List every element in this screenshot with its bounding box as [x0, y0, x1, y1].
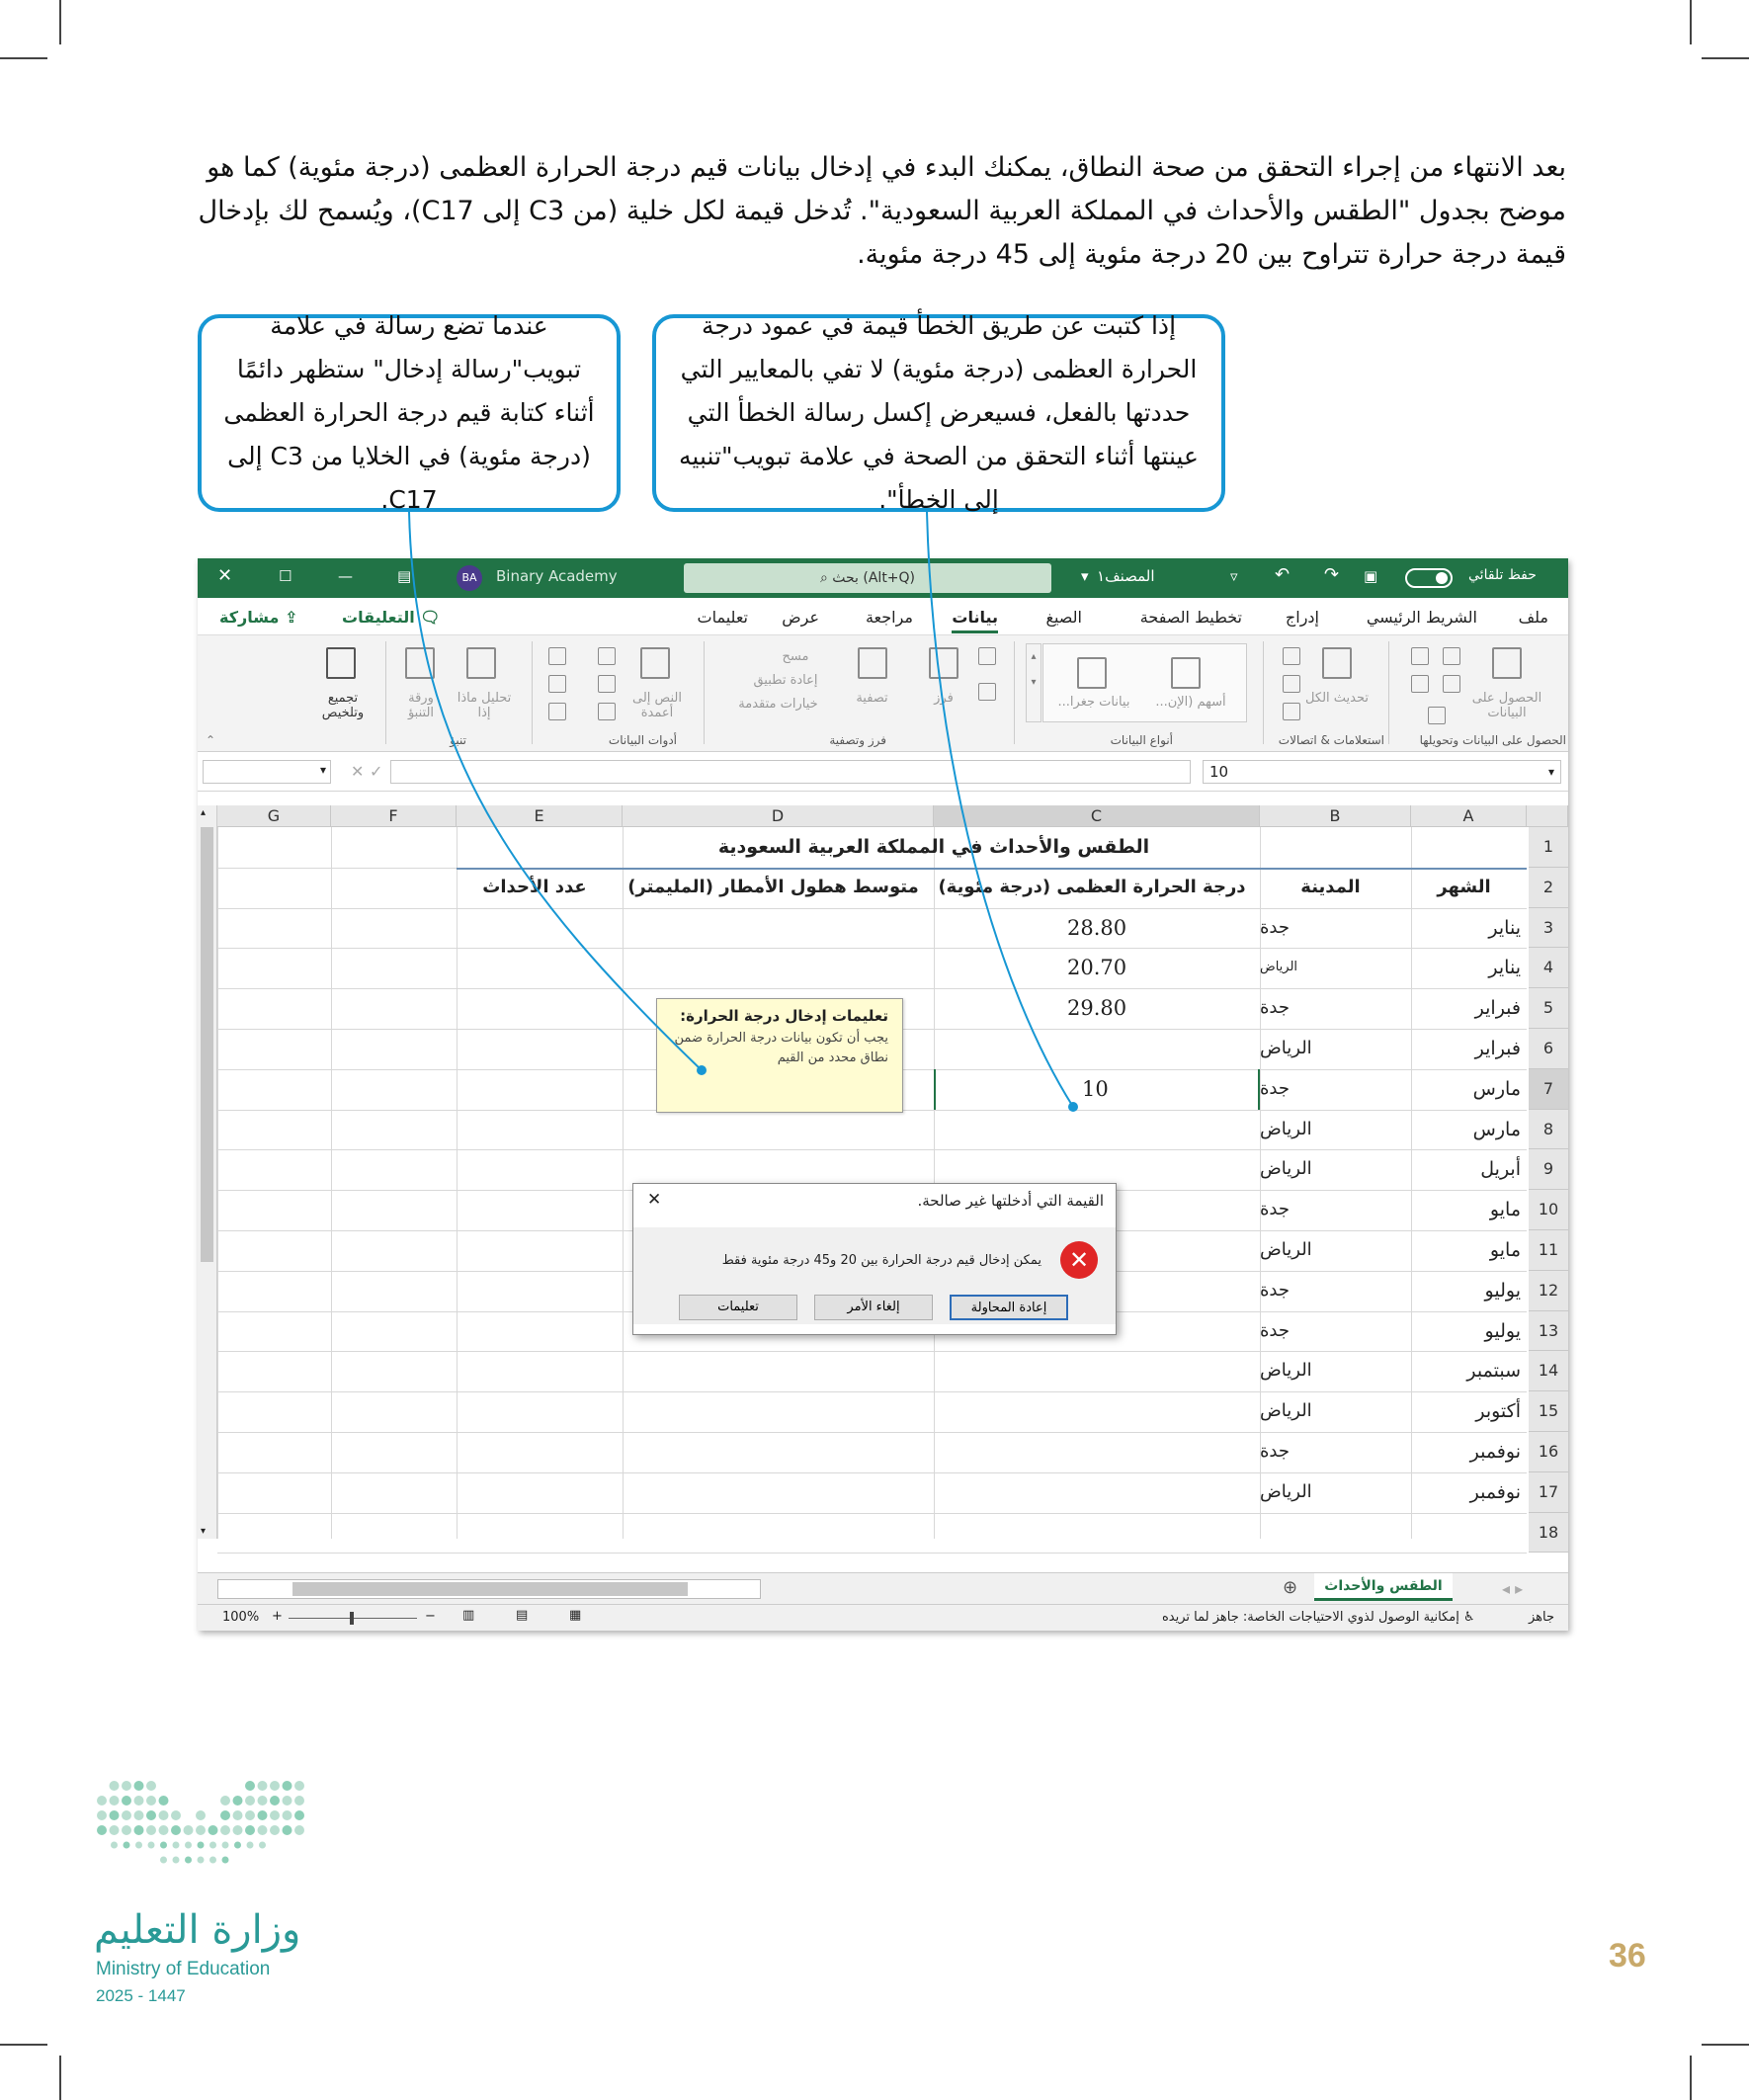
logo-dot: [270, 1781, 280, 1791]
ministry-logo: [94, 1774, 311, 1897]
logo-dot: [97, 1796, 107, 1806]
file-name[interactable]: المصنف١: [1097, 567, 1155, 585]
row-header[interactable]: 11: [1529, 1230, 1568, 1271]
queries-icon[interactable]: [1283, 647, 1300, 665]
academic-year: 2025 - 1447: [96, 1986, 186, 2005]
menu-view[interactable]: عرض: [782, 608, 819, 627]
confirm-entry-icon[interactable]: ✓: [370, 762, 383, 781]
ministry-name-english: Ministry of Education: [96, 1959, 271, 1979]
scroll-up-icon[interactable]: ▴: [201, 807, 207, 818]
logo-dot: [247, 1842, 254, 1849]
logo-dot: [134, 1796, 144, 1806]
get-data-icon[interactable]: [1492, 647, 1522, 679]
cell-max-temp[interactable]: 29.80: [1067, 996, 1127, 1021]
ribbon-separator: [385, 641, 386, 744]
add-sheet-icon[interactable]: ⊕: [1283, 1577, 1298, 1598]
vertical-scrollbar[interactable]: [198, 805, 217, 1539]
logo-dot: [159, 1796, 169, 1806]
reapply-label[interactable]: إعادة تطبيق: [753, 673, 818, 688]
row-header[interactable]: 2: [1529, 868, 1568, 908]
cell-city[interactable]: الرياض: [1260, 1360, 1312, 1382]
logo-dot: [198, 1842, 205, 1849]
logo-dot: [245, 1825, 255, 1835]
cell-city[interactable]: جدة: [1260, 1199, 1291, 1220]
group-queries: استعلامات & اتصالات: [1278, 733, 1384, 747]
edit-links-icon[interactable]: [1283, 703, 1300, 720]
geography-icon[interactable]: [1077, 657, 1107, 689]
cell-max-temp[interactable]: 10: [1082, 1076, 1109, 1101]
logo-dot: [283, 1796, 292, 1806]
callout-error-alert: [652, 311, 1225, 514]
scroll-down-icon[interactable]: ▾: [201, 1526, 207, 1537]
cell-month[interactable]: نوفمبر: [1469, 1441, 1521, 1463]
logo-dot: [160, 1857, 167, 1864]
what-if-label: تحليل ماذا إذا: [457, 691, 512, 720]
logo-dot: [259, 1842, 266, 1849]
logo-dot: [160, 1842, 167, 1849]
formula-bar: [198, 752, 1568, 792]
sort-az-icon[interactable]: [978, 647, 996, 665]
cancel-button[interactable]: إلغاء الأمر: [814, 1295, 933, 1320]
logo-dot: [270, 1825, 280, 1835]
flash-fill-icon[interactable]: [598, 647, 616, 665]
sort-label: فرز: [934, 691, 954, 706]
error-alert-dialog: [632, 1183, 1117, 1335]
logo-dot: [185, 1857, 192, 1864]
cell-month[interactable]: يوليو: [1484, 1319, 1521, 1342]
row-header[interactable]: 10: [1529, 1190, 1568, 1230]
group-sort-filter: فرز وتصفية: [829, 733, 886, 747]
crop-mark: [59, 0, 61, 44]
cell-month[interactable]: سبتمبر: [1466, 1360, 1521, 1383]
forecast-sheet-label: ورقة التنبؤ: [407, 691, 435, 720]
status-ready: جاهز: [1528, 1610, 1554, 1625]
filter-label: تصفية: [856, 691, 888, 706]
ribbon-separator: [532, 641, 533, 744]
ministry-name-arabic: وزارة التعليم: [94, 1907, 301, 1953]
share-icon: ⇪: [279, 608, 298, 627]
logo-dot: [258, 1810, 268, 1820]
header-rain: متوسط هطول الأمطار (المليمتر): [627, 876, 919, 897]
outline-label[interactable]: تجميع وتلخيص: [321, 691, 365, 720]
cell-city[interactable]: الرياض: [1260, 960, 1298, 975]
sheet-tab-bar: [198, 1572, 1568, 1604]
dialog-close-icon[interactable]: ✕: [647, 1190, 662, 1210]
refresh-all-icon[interactable]: [1322, 647, 1352, 679]
logo-dot: [184, 1825, 194, 1835]
ribbon-separator: [1388, 641, 1389, 744]
file-name-chevron-icon[interactable]: ▾: [1081, 567, 1089, 585]
logo-dot: [234, 1842, 241, 1849]
stocks-label: أسهم (الإن...: [1155, 695, 1226, 710]
cell-month[interactable]: مارس: [1472, 1077, 1521, 1100]
menu-review[interactable]: مراجعة: [865, 608, 913, 627]
accessibility-status[interactable]: [1162, 1610, 1475, 1625]
customize-toolbar-icon[interactable]: ▿: [1230, 567, 1238, 585]
scrollbar-thumb[interactable]: [292, 1582, 688, 1596]
logo-dot: [245, 1810, 255, 1820]
cell-month[interactable]: مارس: [1472, 1118, 1521, 1140]
cell-city[interactable]: جدة: [1260, 1077, 1291, 1099]
logo-dot: [159, 1825, 169, 1835]
cell-month[interactable]: أكتوبر: [1475, 1400, 1521, 1423]
redo-icon[interactable]: ↷: [1324, 564, 1340, 585]
clear-filter-label[interactable]: مسح: [782, 649, 809, 664]
name-box-value: 10: [1209, 763, 1229, 781]
callout-input-message: [198, 311, 621, 514]
accessibility-status-text: إمكانية الوصول لذوي الاحتياجات الخاصة: جاهز لما تريده: [1162, 1610, 1459, 1625]
group-get-data: الحصول على البيانات وتحويلها: [1419, 733, 1566, 747]
row-header[interactable]: 3: [1529, 908, 1568, 949]
manage-model-icon[interactable]: [548, 703, 566, 720]
logo-dot: [258, 1781, 268, 1791]
excel-window: [198, 558, 1568, 1631]
share-label: مشاركة: [219, 608, 280, 627]
text-to-columns-icon[interactable]: [640, 647, 670, 679]
stocks-icon[interactable]: [1171, 657, 1201, 689]
column-header-G[interactable]: G: [217, 805, 331, 827]
row-header[interactable]: 16: [1529, 1432, 1568, 1472]
zoom-level[interactable]: 100%: [222, 1610, 260, 1625]
logo-dot: [245, 1781, 255, 1791]
chevron-up-icon: ▴: [1031, 651, 1037, 662]
logo-dot: [110, 1781, 120, 1791]
tooltip-title: تعليمات إدخال درجة الحرارة:: [680, 1007, 888, 1025]
menu-home[interactable]: الشريط الرئيسي: [1366, 608, 1477, 627]
outline-icon[interactable]: [326, 647, 356, 679]
logo-dot: [122, 1781, 131, 1791]
row-header[interactable]: 6: [1529, 1029, 1568, 1069]
logo-dot: [146, 1796, 156, 1806]
recent-sources-icon[interactable]: [1411, 675, 1429, 693]
logo-dot: [171, 1825, 181, 1835]
avatar[interactable]: BA: [457, 565, 482, 591]
dialog-title: القيمة التي أدخلتها غير صالحة.: [917, 1192, 1104, 1210]
row-header[interactable]: 12: [1529, 1271, 1568, 1311]
cell-month[interactable]: أبريل: [1480, 1158, 1521, 1181]
logo-dot: [220, 1825, 230, 1835]
existing-connections-icon[interactable]: [1428, 707, 1446, 724]
row-header[interactable]: 9: [1529, 1149, 1568, 1190]
collapse-ribbon-icon[interactable]: ⌃: [206, 733, 216, 747]
status-bar: [198, 1604, 1568, 1631]
scrollbar-thumb[interactable]: [201, 827, 213, 1262]
error-icon: ✕: [1060, 1241, 1098, 1279]
tooltip-body: يجب أن تكون بيانات درجة الحرارة ضمن نطاق محدد من القيم: [674, 1031, 888, 1065]
page-layout-view-icon[interactable]: ▤: [516, 1608, 529, 1623]
logo-dot: [233, 1810, 243, 1820]
logo-dot: [122, 1796, 131, 1806]
logo-dot: [258, 1796, 268, 1806]
logo-dot: [209, 1857, 216, 1864]
crop-mark: [1690, 0, 1692, 44]
accessibility-icon: ♿: [1462, 1610, 1475, 1625]
cell-city[interactable]: الرياض: [1260, 1038, 1312, 1058]
logo-dot: [220, 1810, 230, 1820]
forecast-sheet-icon[interactable]: [405, 647, 435, 679]
cell-city[interactable]: جدة: [1260, 1279, 1291, 1301]
logo-dot: [283, 1825, 292, 1835]
logo-dot: [245, 1796, 255, 1806]
row-gridline: [217, 1513, 1527, 1514]
zoom-slider-handle[interactable]: [350, 1612, 354, 1625]
logo-dot: [233, 1796, 243, 1806]
logo-dot: [220, 1796, 230, 1806]
worksheet-grid[interactable]: [198, 805, 1568, 1542]
filter-icon[interactable]: [858, 647, 887, 679]
data-validation-icon[interactable]: [598, 703, 616, 720]
logo-dot: [283, 1810, 292, 1820]
logo-dot: [111, 1842, 118, 1849]
column-header-C[interactable]: C: [934, 805, 1260, 827]
cell-month[interactable]: يوليو: [1484, 1279, 1521, 1302]
select-all-corner[interactable]: [1527, 805, 1568, 827]
logo-dot: [233, 1825, 243, 1835]
row-header[interactable]: 8: [1529, 1110, 1568, 1150]
logo-dot: [110, 1810, 120, 1820]
group-data-tools: أدوات البيانات: [608, 733, 677, 747]
cell-month[interactable]: فبراير: [1474, 997, 1521, 1020]
share-button[interactable]: [219, 608, 297, 627]
row-gridline: [217, 1553, 1527, 1554]
sheet-tab-weather[interactable]: الطقس والأحداث: [1314, 1573, 1453, 1601]
logo-dot: [196, 1825, 206, 1835]
menu-bar: [198, 598, 1568, 635]
logo-dot: [97, 1810, 107, 1820]
cell-city[interactable]: الرياض: [1260, 1118, 1312, 1139]
row-header[interactable]: 14: [1529, 1351, 1568, 1391]
column-header-D[interactable]: D: [623, 805, 934, 827]
what-if-icon[interactable]: [466, 647, 496, 679]
from-web-icon[interactable]: [1411, 647, 1429, 665]
crop-mark: [0, 2044, 47, 2046]
logo-dot: [110, 1825, 120, 1835]
name-box[interactable]: [1203, 760, 1561, 784]
cell-month[interactable]: مايو: [1489, 1199, 1521, 1221]
search-icon: ⌕: [819, 570, 833, 586]
logo-dot: [173, 1842, 180, 1849]
comments-label: التعليقات: [342, 608, 415, 627]
cell-city[interactable]: الرياض: [1260, 1158, 1312, 1180]
logo-dot: [97, 1825, 107, 1835]
logo-dot: [208, 1825, 218, 1835]
logo-dot: [222, 1857, 229, 1864]
formula-input[interactable]: [390, 760, 1191, 784]
remove-duplicates-icon[interactable]: [598, 675, 616, 693]
chevron-down-icon: ▾: [1031, 677, 1037, 688]
header-city: المدينة: [1300, 876, 1361, 897]
from-text-icon[interactable]: [1443, 647, 1460, 665]
cell-month[interactable]: فبراير: [1474, 1038, 1521, 1059]
logo-dot: [134, 1781, 144, 1791]
column-header-F[interactable]: F: [331, 805, 457, 827]
group-data-types: أنواع البيانات: [1110, 733, 1173, 747]
cell-city[interactable]: جدة: [1260, 1441, 1291, 1462]
normal-view-icon[interactable]: ▦: [569, 1608, 582, 1623]
logo-dot: [146, 1825, 156, 1835]
formula-left-dropdown[interactable]: [203, 760, 331, 784]
refresh-all-label: تحديث الكل: [1305, 691, 1369, 706]
ribbon-separator: [1263, 641, 1264, 744]
crop-mark: [0, 57, 47, 59]
cell-city[interactable]: جدة: [1260, 997, 1291, 1019]
ribbon-display-icon[interactable]: ▤: [397, 567, 412, 585]
properties-icon[interactable]: [1283, 675, 1300, 693]
logo-dot: [110, 1796, 120, 1806]
callout-input-message-text: عندما تضع رسالة في علامة تبويب"رسالة إدخال" ستظهر دائمًا أثناء كتابة قيم درجة الحرارة العظمى (درجة مئوية) في الخلايا من C3 إلى C17.: [223, 311, 595, 514]
maximize-icon[interactable]: ☐: [279, 567, 292, 585]
intro-paragraph: بعد الانتهاء من إجراء التحقق من صحة النطاق، يمكنك البدء في إدخال بيانات قيم درجة الحرارة العظمى (درجة مئوية) كما هو موضح بجدول "الطقس والأحداث في المملكة العربية السعودية". تُدخل قيمة لكل خلية (من C3 إلى C17)، ويُسمح لك بإدخال قيمة درجة حرارة تتراوح بين 20 درجة مئوية إلى 45 درجة مئوية.: [198, 152, 1566, 270]
logo-dot: [294, 1810, 304, 1820]
group-forecast: تنبؤ: [450, 733, 466, 747]
cell-month[interactable]: مايو: [1489, 1239, 1521, 1261]
sheet-nav-icon[interactable]: ◂ ▸: [1502, 1579, 1524, 1598]
ribbon-separator: [704, 641, 705, 744]
crop-mark: [1702, 2044, 1749, 2046]
logo-dot: [270, 1810, 280, 1820]
undo-icon[interactable]: ↶: [1275, 564, 1291, 585]
row-header[interactable]: 1: [1529, 827, 1568, 868]
from-table-icon[interactable]: [1443, 675, 1460, 693]
logo-dot: [146, 1781, 156, 1791]
zoom-out-icon[interactable]: −: [425, 1609, 436, 1624]
sort-icon[interactable]: [929, 647, 958, 679]
menu-page-layout[interactable]: تخطيط الصفحة: [1139, 608, 1242, 627]
logo-dot: [270, 1796, 280, 1806]
logo-dot: [159, 1810, 169, 1820]
comments-button[interactable]: [342, 608, 441, 627]
logo-dot: [185, 1842, 192, 1849]
row-header[interactable]: 17: [1529, 1472, 1568, 1513]
horizontal-scrollbar[interactable]: [217, 1579, 761, 1599]
logo-dot: [171, 1810, 181, 1820]
row-header[interactable]: 4: [1529, 948, 1568, 988]
logo-dot: [283, 1781, 292, 1791]
cell-month[interactable]: يناير: [1488, 957, 1521, 979]
column-header-E[interactable]: E: [457, 805, 623, 827]
row-header[interactable]: 5: [1529, 988, 1568, 1029]
crop-mark: [59, 2056, 61, 2100]
crop-mark: [1690, 2056, 1692, 2100]
row-header[interactable]: 18: [1529, 1513, 1568, 1554]
logo-dot: [124, 1842, 130, 1849]
sheet-title: الطقس والأحداث في المملكة العربية السعودية: [717, 836, 1150, 858]
header-month: الشهر: [1437, 876, 1491, 897]
zoom-slider[interactable]: [289, 1618, 417, 1619]
logo-dot: [196, 1810, 206, 1820]
close-icon[interactable]: ✕: [217, 565, 233, 586]
cell-month[interactable]: يناير: [1488, 916, 1521, 939]
row-header[interactable]: 7: [1529, 1069, 1568, 1110]
column-header-B[interactable]: B: [1260, 805, 1411, 827]
menu-help[interactable]: تعليمات: [697, 608, 748, 627]
geography-label: بيانات جغرا...: [1057, 695, 1130, 710]
logo-dot: [294, 1796, 304, 1806]
cell-city[interactable]: جدة: [1260, 1319, 1291, 1341]
sort-za-icon[interactable]: [978, 683, 996, 701]
cell-city[interactable]: الرياض: [1260, 1239, 1312, 1260]
logo-dot: [122, 1810, 131, 1820]
logo-dot: [222, 1842, 229, 1849]
active-cell-C7[interactable]: [934, 1069, 1260, 1110]
menu-data[interactable]: بيانات: [952, 608, 998, 633]
menu-insert[interactable]: إدراج: [1285, 608, 1319, 627]
autosave-toggle[interactable]: [1405, 568, 1453, 588]
logo-dot: [134, 1825, 144, 1835]
account-name[interactable]: Binary Academy: [496, 567, 618, 585]
logo-dot: [146, 1810, 156, 1820]
logo-dot: [294, 1825, 304, 1835]
search-placeholder: بحث (Alt+Q): [832, 570, 916, 586]
cancel-entry-icon[interactable]: ✕: [351, 762, 365, 781]
logo-dot: [122, 1825, 131, 1835]
chevron-down-icon: ▾: [319, 763, 326, 777]
search-input[interactable]: [684, 563, 1051, 593]
logo-dot: [134, 1810, 144, 1820]
title-bar: [198, 558, 1568, 598]
dialog-message: يمكن إدخال قيم درجة الحرارة بين 20 و45 درجة مئوية فقط: [721, 1253, 1041, 1268]
chevron-down-icon: ▾: [1547, 765, 1554, 779]
logo-dot: [258, 1825, 268, 1835]
logo-dot: [294, 1781, 304, 1791]
relationships-icon[interactable]: [548, 675, 566, 693]
minimize-icon[interactable]: —: [338, 567, 353, 585]
help-button[interactable]: تعليمات: [679, 1295, 797, 1320]
cell-max-temp[interactable]: 28.80: [1067, 915, 1127, 940]
text-to-columns-label: النص إلى أعمدة: [632, 691, 682, 720]
cell-city[interactable]: الرياض: [1260, 1480, 1312, 1502]
logo-dot: [198, 1857, 205, 1864]
page-break-view-icon[interactable]: ▥: [462, 1608, 475, 1623]
logo-dot: [209, 1842, 216, 1849]
crop-mark: [1702, 57, 1749, 59]
cell-city[interactable]: الرياض: [1260, 1400, 1312, 1422]
row-header[interactable]: 15: [1529, 1391, 1568, 1432]
header-events: عدد الأحداث: [482, 876, 587, 897]
save-icon[interactable]: ▣: [1364, 567, 1378, 585]
row-header[interactable]: 13: [1529, 1311, 1568, 1352]
page-number: 36: [1609, 1937, 1646, 1974]
zoom-in-icon[interactable]: +: [272, 1609, 283, 1624]
retry-button[interactable]: إعادة المحاولة: [950, 1295, 1068, 1320]
cell-max-temp[interactable]: 20.70: [1067, 956, 1127, 980]
logo-dot: [173, 1857, 180, 1864]
autosave-label: حفظ تلقائي: [1468, 567, 1537, 583]
comment-icon: 🗨: [414, 608, 441, 627]
gallery-scroll[interactable]: [1026, 643, 1041, 722]
cell-city[interactable]: جدة: [1260, 916, 1291, 938]
menu-formulas[interactable]: الصيغ: [1045, 608, 1082, 627]
callout-error-alert-text: إذا كتبت عن طريق الخطأ قيمة في عمود درجة الحرارة العظمى (درجة مئوية) لا تفي بالمعايير التي حددتها بالفعل، فسيعرض إكسل رسالة الخطأ التي عينتها أثناء التحقق من الصحة في علامة تبويب"تنبيه إلى الخطأ".: [679, 311, 1199, 514]
logo-dot: [148, 1842, 155, 1849]
advanced-label[interactable]: خيارات متقدمة: [738, 697, 818, 712]
cell-month[interactable]: نوفمبر: [1469, 1480, 1521, 1503]
column-header-A[interactable]: A: [1411, 805, 1527, 827]
logo-dot: [135, 1842, 142, 1849]
input-message-tooltip: [656, 998, 903, 1113]
consolidate-icon[interactable]: [548, 647, 566, 665]
data-types-gallery[interactable]: [1042, 643, 1247, 722]
menu-file[interactable]: ملف: [1518, 608, 1548, 627]
header-max-temp: درجة الحرارة العظمى (درجة مئوية): [938, 876, 1246, 897]
ribbon: [198, 635, 1568, 752]
ribbon-separator: [1014, 641, 1015, 744]
get-data-label: الحصول على البيانات: [1471, 691, 1542, 720]
